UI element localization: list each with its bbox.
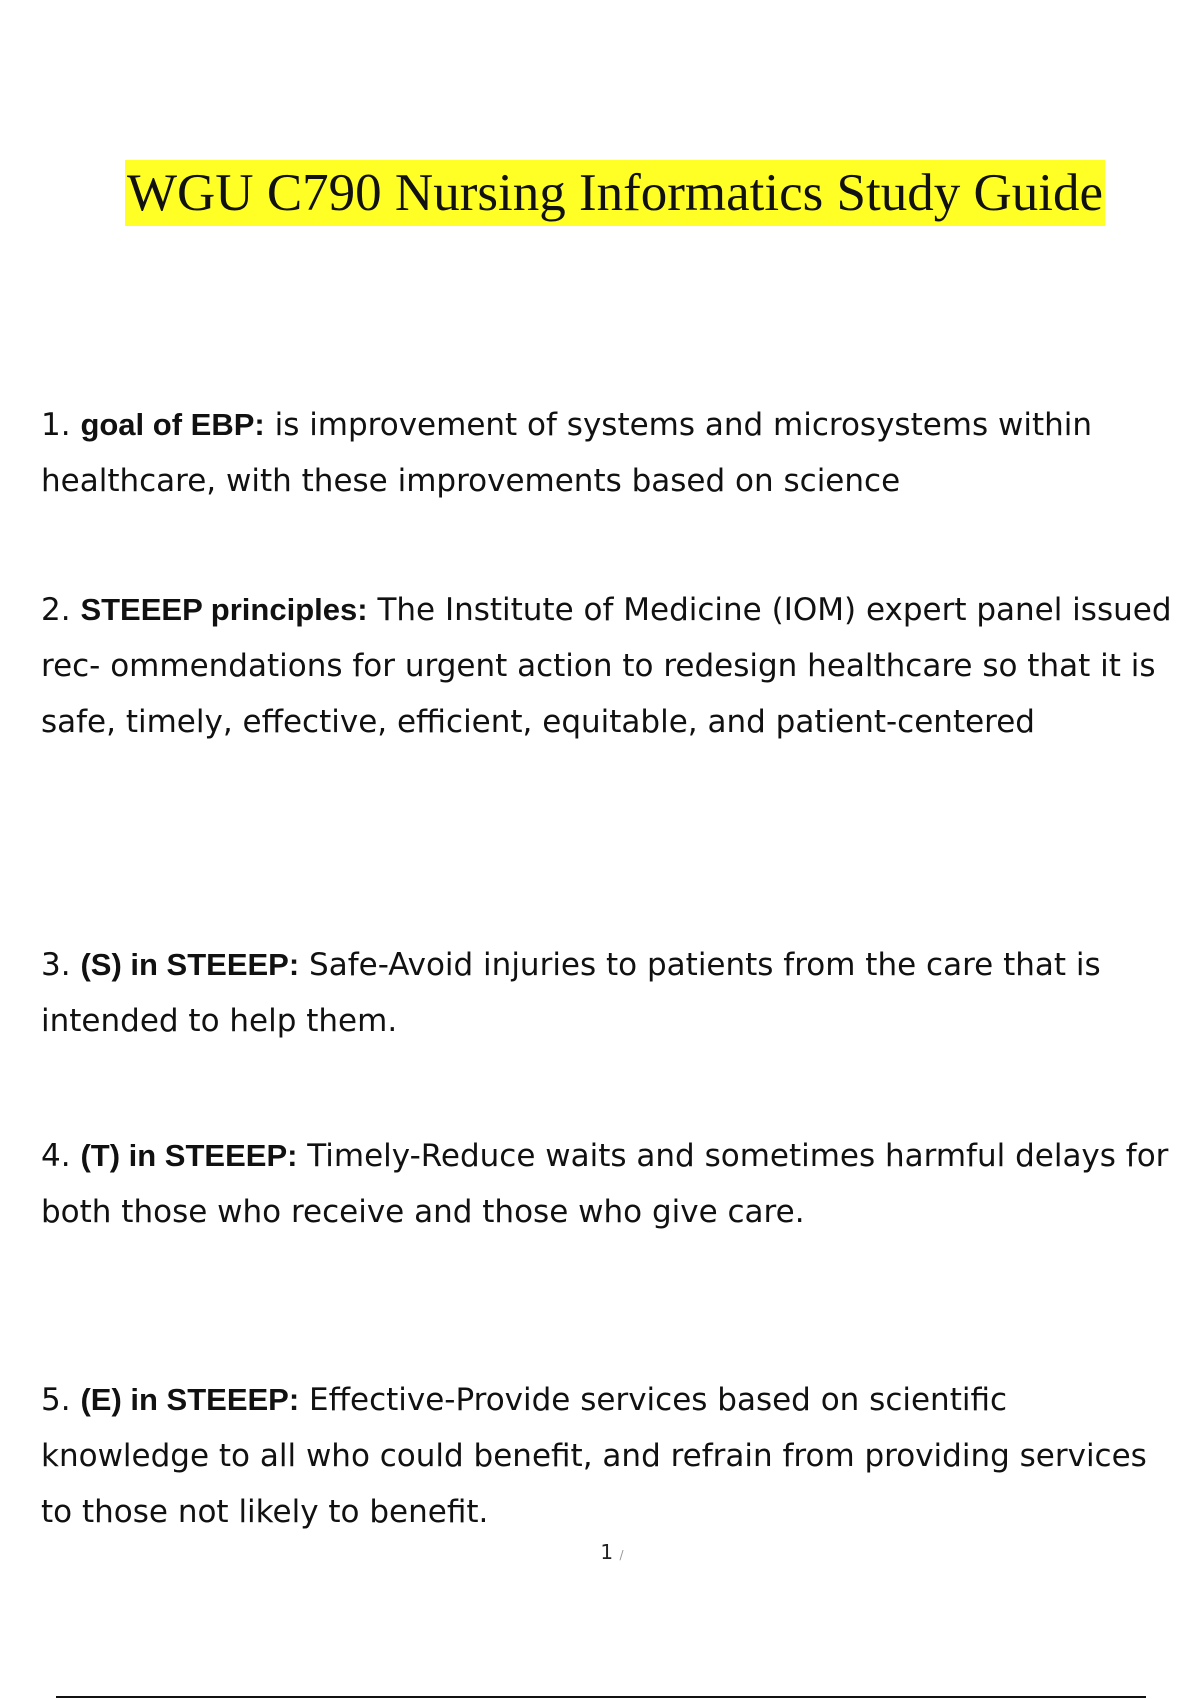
item-number: 2.	[41, 592, 71, 628]
page-number	[0, 1540, 1200, 1564]
item-definition: Safe-Avoid injuries to patients from the care that is intended to help them.	[41, 947, 1101, 1039]
page-number-value: 1	[600, 1540, 614, 1564]
item-number: 1.	[41, 407, 71, 443]
study-item-1	[41, 397, 1181, 509]
footer-divider	[56, 1696, 1146, 1698]
item-term: (T) in STEEEP:	[80, 1138, 298, 1173]
item-term: STEEEP principles:	[80, 592, 368, 627]
study-item-2	[41, 582, 1181, 750]
title-container	[0, 160, 1200, 226]
item-definition: is improvement of systems and microsystems within healthcare, with these improvements based on science	[41, 407, 1093, 499]
item-definition: Effective-Provide services based on scientific knowledge to all who could benefit, and refrain from providing services to those not likely to benefit.	[41, 1382, 1147, 1530]
study-item-3	[41, 937, 1181, 1049]
item-definition: Timely-Reduce waits and sometimes harmful delays for both those who receive and those who give care.	[41, 1138, 1169, 1230]
item-number: 3.	[41, 947, 71, 983]
item-term: (S) in STEEEP:	[80, 947, 300, 982]
item-number: 5.	[41, 1382, 71, 1418]
page-number-suffix: /	[619, 1548, 624, 1562]
study-item-4	[41, 1128, 1181, 1240]
item-number: 4.	[41, 1138, 71, 1174]
item-definition: The Institute of Medicine (IOM) expert panel issued rec- ommendations for urgent action to redesign healthcare so that it is safe, timely, effective, efficient, equitable, and patient-centered	[41, 592, 1172, 740]
item-term: (E) in STEEEP:	[80, 1382, 300, 1417]
document-title: WGU C790 Nursing Informatics Study Guide	[125, 160, 1105, 226]
item-term: goal of EBP:	[80, 407, 265, 442]
study-item-5	[41, 1372, 1181, 1540]
